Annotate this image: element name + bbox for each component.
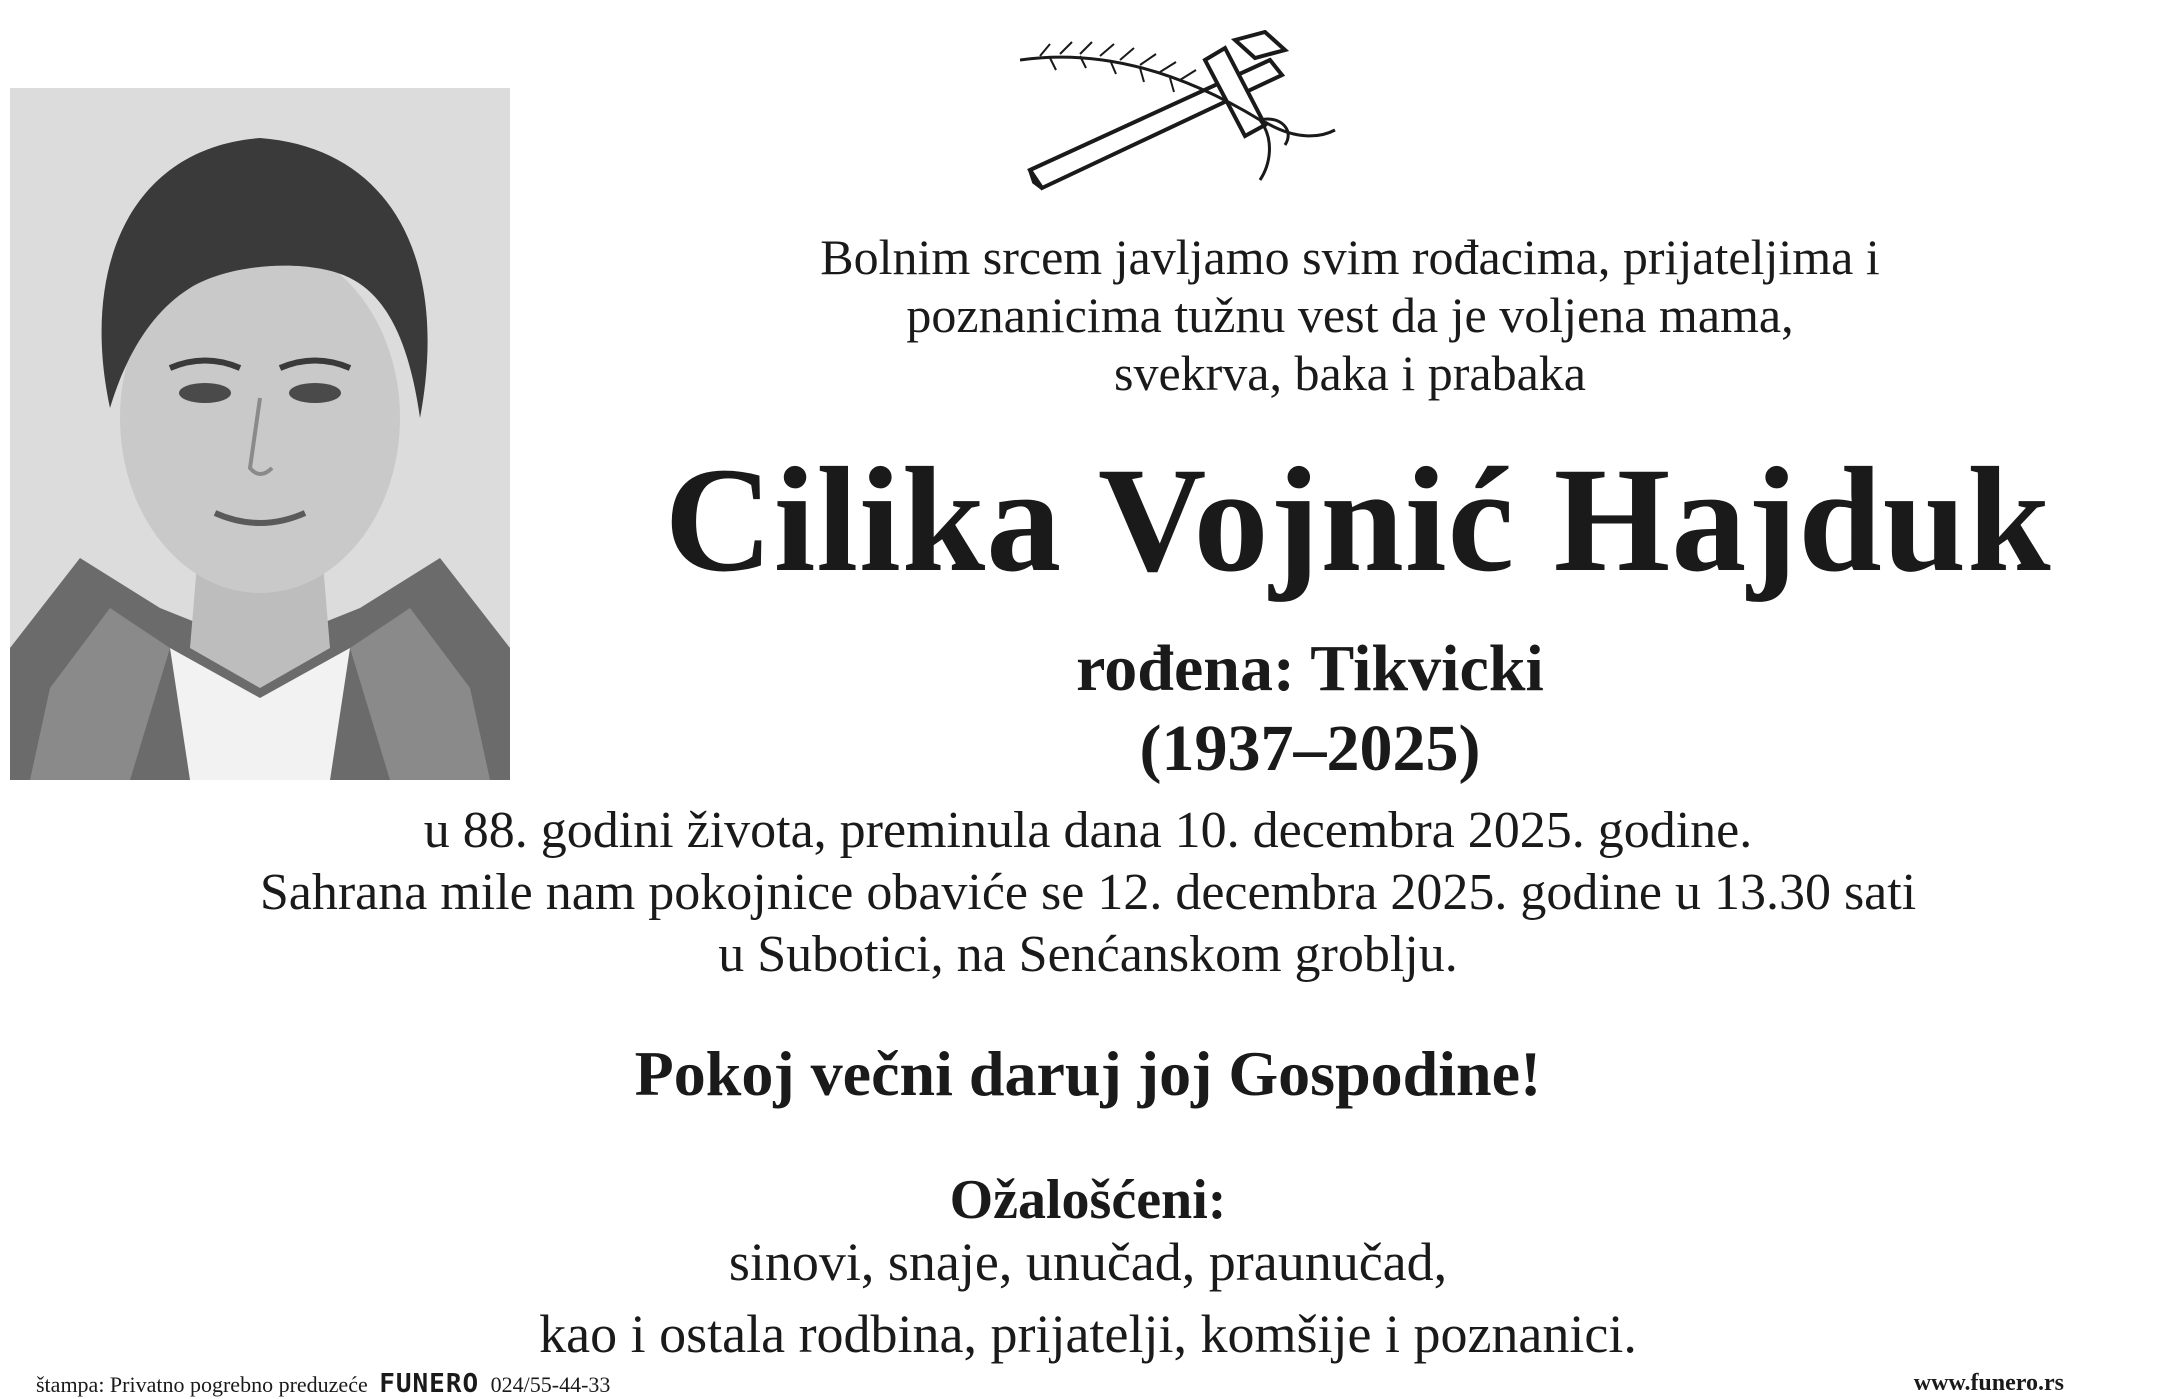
mourners-list <box>0 1226 2176 1370</box>
mourners-line: kao i ostala rodbina, prijatelji, komšije i poznanici. <box>539 1304 1637 1364</box>
prayer-text: Pokoj večni daruj joj Gospodine! <box>634 1038 1542 1109</box>
details-line: u Subotici, na Senćanskom groblju. <box>718 926 1458 983</box>
maiden-name: rođena: Tikvicki <box>1076 632 1544 705</box>
life-years: (1937–2025) <box>1139 712 1481 785</box>
details-line: u 88. godini života, preminula dana 10. decembra 2025. godine. <box>423 802 1753 859</box>
intro-line: svekrva, baka i prabaka <box>1114 345 1586 401</box>
intro-line: Bolnim srcem javljamo svim rođacima, prijateljima i <box>820 229 1880 285</box>
funero-logo: FUNERO <box>379 1369 480 1399</box>
cross-with-palm-icon <box>1020 30 1350 200</box>
deceased-name: Cilika Vojnić Hajduk <box>664 437 2052 603</box>
intro-text <box>600 228 2100 402</box>
intro-line: poznanicima tužnu vest da je voljena mama, <box>906 287 1794 343</box>
funeral-details <box>0 800 2176 986</box>
phone-number: 024/55-44-33 <box>490 1372 611 1397</box>
mourners-title: Ožalošćeni: <box>949 1169 1227 1231</box>
website-link[interactable]: www.funero.rs <box>1913 1370 2064 1396</box>
print-label: štampa: Privatno pogrebno preduzeće <box>36 1372 368 1397</box>
mourners-line: sinovi, snaje, unučad, praunučad, <box>728 1232 1448 1292</box>
portrait-photo <box>10 88 510 780</box>
details-line: Sahrana mile nam pokojnice obaviće se 12. decembra 2025. godine u 13.30 sati <box>259 864 1917 921</box>
print-credit <box>36 1369 611 1399</box>
